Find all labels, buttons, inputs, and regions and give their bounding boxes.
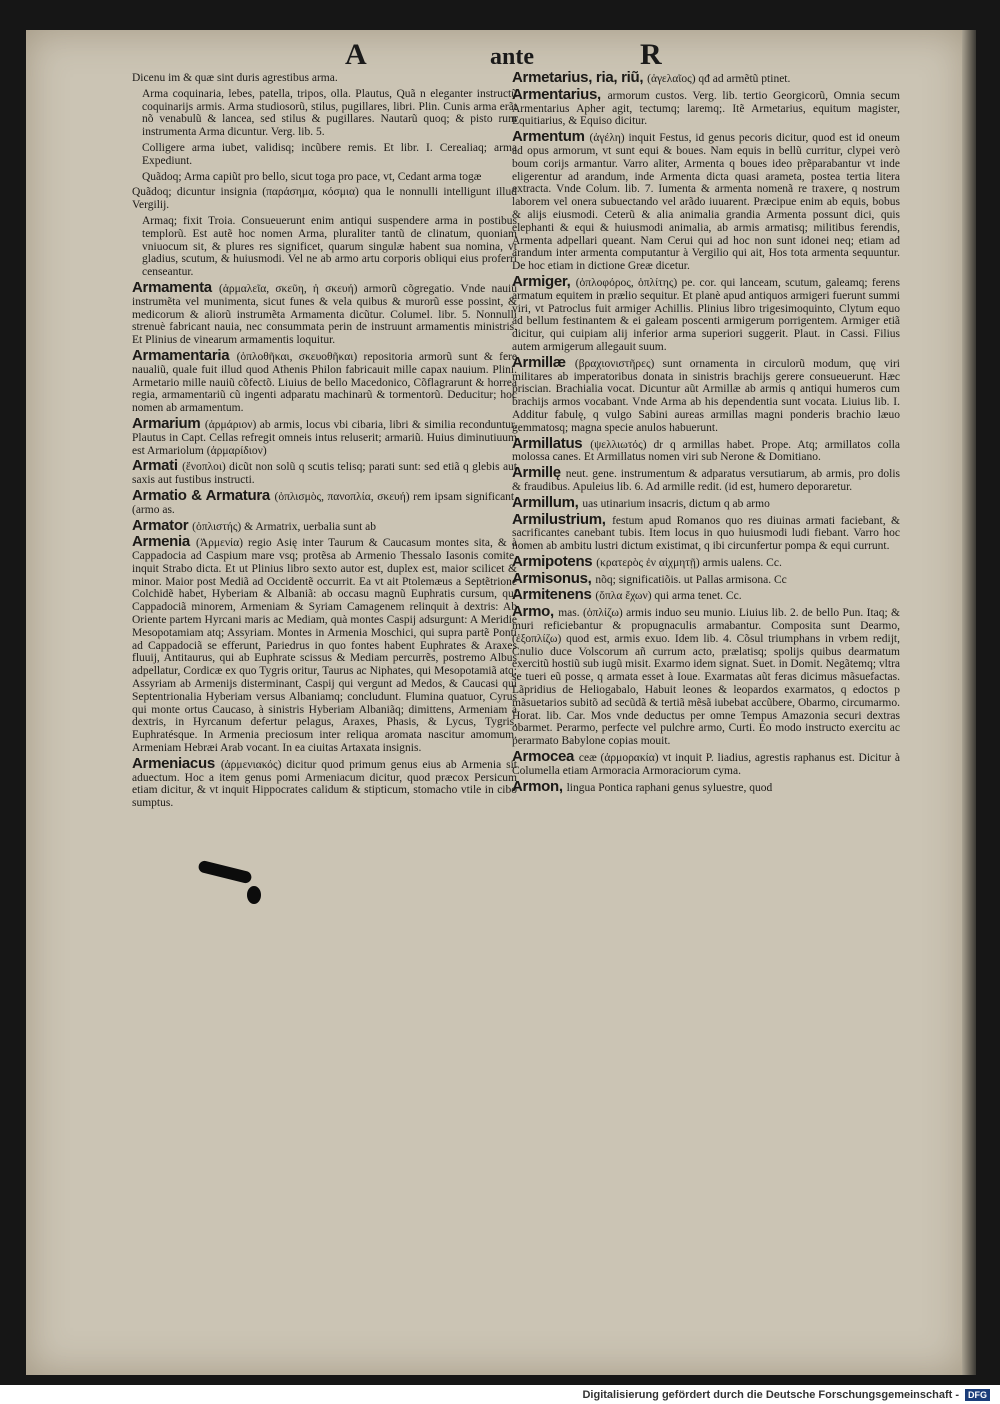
dictionary-entry — [132, 142, 517, 168]
dictionary-entry — [512, 510, 900, 553]
dictionary-entry — [512, 493, 900, 511]
footer-credit: Digitalisierung gefördert durch die Deutsche Forschungsgemeinschaft - — [582, 1388, 959, 1401]
dictionary-entry — [512, 586, 900, 604]
entry-text: Dicenu im & quæ sint duris agrestibus arma. — [132, 72, 338, 84]
dictionary-entry — [132, 278, 517, 347]
entry-text: (ὁπλισμὸς, πανοπλία, σκευή) rem ipsam significant. (armo as. — [132, 490, 517, 516]
entry-headword: Armiger, — [512, 272, 576, 290]
entry-text: Colligere arma iubet, validisq; incũbere remis. Et libr. I. Cerealiaq; arma Expediunt. — [142, 141, 517, 167]
dictionary-entry — [132, 346, 517, 415]
entry-text: Quãdoq; Arma capiũt pro bello, sicut toga pro pace, vt, Cedant arma togæ — [142, 170, 482, 183]
dictionary-entry — [132, 486, 517, 517]
entry-text: uas utinarium insacris, dictum q ab armo — [582, 497, 770, 510]
dictionary-entry — [512, 777, 900, 795]
entry-text: nõq; significatiõis. ut Pallas armisona. Cc — [595, 573, 787, 586]
entry-headword: Armati — [132, 457, 183, 475]
page-edge — [962, 30, 976, 1375]
footer-bar — [0, 1385, 1000, 1404]
entry-text: (ἀρμάριον) ab armis, locus vbi cibaria, libri & similia reconduntur. Plautus in Capt. Cellas refregit omneis intus reluserit; armariũ. Huius diminutiuum est Armariolum (ἀρμαρίδιον) — [132, 418, 517, 457]
dictionary-entry — [132, 72, 517, 85]
entry-text: (ἀγέλη) inquit Festus, id genus pecoris dicitur, quod est id oneum ad opus armorum, vt sunt equi & boues. Nam equis in bellũ curritur, clypei verò boum corijs armantur. Varro aliter, Armenta q boues ideo prẽparabantur vt inde eligerentur ad arandum, inde Armenta dicta quasi arameta, postea tertia litera extracta. Vnde Colum. lib. 7. Iumenta & armenta nomenã re traxere, q nostrum laborem vel onera subuectando vel arãdo iuuarent. Præcipue enim ab equis, bobus & alijs eiusmodi. Ceterũ & alia animalia grandia Armenta possunt dici, quis elephanti & equi & huiusmodi animalia, ab armis armatisq; militibus ferendis, Armenta adpellari queant. Nam Cerui qui ad hoc non sunt idonei neq; etiam ad arandum inter armenta computantur à Vergilio qui ait, Hos tota armenta sequuntur. De hoc etiam in dictione Greæ dicetur. — [512, 132, 900, 273]
entry-text: (ὁπλοθῆκαι, σκευοθῆκαι) repositoria armorũ sunt & fere naualiũ, quale fuit illud quod Athenis Philon fabricauit mille capax nauium. Plini. Armetario mille nauiũ cõfectõ. Liuius de bello Macedonico, Cõflagrarunt & horrea regia, armamentariũ cũ ingenti adparatu machinarũ & tormentorũ. Deducitur; hoc nomen ab armamentum. — [132, 350, 517, 415]
dictionary-entry — [512, 272, 900, 354]
dfg-logo: DFG — [965, 1389, 990, 1401]
ink-dot — [247, 886, 261, 904]
entry-text: neut. gene. instrumentum & adparatus versutiarum, ab armis, pro dolis & fraudibus. Apuleius lib. 6. Ad armille redit. (id est, humero deporaretur. — [512, 468, 900, 493]
entry-text: (κρατερὸς ἐν αἰχμητῇ) armis ualens. Cc. — [596, 556, 782, 569]
entry-text: (ἀρμαλεῖα, σκεῦη, ἡ σκευή) armorũ cõgregatio. Vnde nauiũ instrumẽta vel munimenta, sicut funes & vela quibus & murorũ esse possint, & medicorum & aliorũ instrumẽta Armamenta dicũtur. Columel. libr. 5. Nonnulli strenuè fabricant nauia, nec consummata perin de instruunt armamentis ministris. Et Plinius de vinearum armamentis loquitur. — [132, 282, 517, 347]
dictionary-entry — [512, 464, 900, 494]
entry-headword: Armentarius, — [512, 85, 608, 103]
entry-headword: Armarium — [132, 414, 205, 432]
entry-headword: Armamenta — [132, 278, 219, 296]
entry-headword: Armenia — [132, 533, 196, 551]
entry-headword: Armo, — [512, 603, 559, 621]
dictionary-entry — [512, 128, 900, 273]
entry-headword: Armentum — [512, 128, 590, 146]
entry-headword: Armipotens — [512, 552, 597, 570]
entry-text: Arma coquinaria, lebes, patella, tripos, olla. Plautus, Quã n eleganter instructũ coquinarijs armis. Arma studiosorũ, stilus, pugillares, libri. Plin. Cunis arma erãt nõ venabulũ & lancea, sed stilus & pugillares. Nautarũ quoq; & pisto rum instrumenta Arma dicuntur. Verg. lib. 5. — [142, 87, 517, 139]
dictionary-entry — [132, 88, 517, 139]
entry-headword: Armillę — [512, 464, 566, 482]
entry-text: Armaq; fixit Troia. Consueuerunt enim antiqui suspendere arma in postibus templorũ. Est autẽ hoc nomen Arma, pluraliter tantũ de clinatum, quoniam vniuocum sit, & plures res significet, quarum singulæ habent sua nomina, vt gladius, scutum, & huiusmodi. Vel ne ab armo artu corporis obliqui eius proferri censeantur. — [142, 214, 517, 279]
entry-text: (ψελλιωτός) dr q armillas habet. Prope. Atq; armillatos colla molossa canes. Et Armillatus nomen viri sub Nerone & Domitiano. — [512, 438, 900, 464]
entry-headword: Armatio & Armatura — [132, 486, 275, 504]
dictionary-entry — [132, 186, 517, 212]
entry-headword: Armillæ — [512, 353, 575, 371]
dictionary-entry — [512, 603, 900, 748]
dictionary-entry — [512, 434, 900, 465]
dictionary-entry — [512, 552, 900, 570]
entry-text: (ἀγελαῖος) qđ ad armẽtũ ptinet. — [647, 73, 791, 85]
entry-text: (ἀρμενιακός) dicitur quod primum genus eius ab Armenia sit aduectum. Hoc a item genus pomi Armeniacum dicitur, quod præcox Persicum etiam dicitur, & vt inquit Hippocrates calidum & stipticum, stomacho vtile in cibo sumptus. — [132, 758, 517, 810]
entry-headword: Armisonus, — [512, 569, 596, 587]
entry-text: (βραχιονιστῆρες) sunt ornamenta in circulorũ modum, quę viri militares ab imperatoribus donata in sinistris brachijs gerere consueuerunt. Hæc priscian. Brachialia vocat. Dicuntur aũt Armillæ ab armis q antiqui humeros cum brachijs armos vocabant. Vnde Arma ab his dependentia sunt vocata. Liuius lib. I. Additur fabulę, q vulgo Sabini aureas armillas magni ponderis brachio læuo gemmatosq; magna specie anulos habuerunt. — [512, 357, 900, 434]
left-text-column — [132, 72, 517, 813]
entry-headword: Armeniacus — [132, 754, 221, 772]
dictionary-entry — [512, 569, 900, 587]
dictionary-entry — [132, 171, 517, 184]
entry-headword: Armilustrium, — [512, 510, 613, 528]
running-header-left: A — [345, 38, 367, 71]
entry-text: ceæ (ἀρμορακία) vt inquit P. liadius, agrestis raphanus est. Dicitur à Columella etiam Armoracia Armoraciorum cyma. — [512, 752, 900, 777]
dictionary-entry — [512, 69, 900, 86]
dictionary-entry — [512, 748, 900, 778]
dictionary-entry — [132, 215, 517, 279]
entry-text: (ὁπλιστής) & Armatrix, uerbalia sunt ab — [192, 520, 377, 533]
entry-text: (Ἀρμενία) regio Asię inter Taurum & Caucasum montes sita, & à Cappadocia ad Caspium mare vsq; protẽsa ab Armenio Thessalo Iasonis comite, inquit Strabo dicta. Et ut Plinius libro sexto autor est, duplex est, maior scilicet & minor. Maior post Mediã ad Occidentẽ occurrit. Ea vt ait Ptolemæus a Septẽtrione Colchidẽ habet, Hyberiam & Albaniã: ab occasu magnũ Euphratis cursum, qui Cappadociã minorem, Armeniam & Syriam Camagenem relinquit à dextris: Ab Oriente partem Hyrcani maris ac Mediam, quà montes Caspij adsurgunt: A Meridie Mesopotamiam atq; Assyriam. Montes in Armenia Moschici, qui supra partẽ Ponti ad Cappadociã se efferunt, Pariedrus in quo fontes habent Euphrates & Araxes fluuij, Antitaurus, qui ab Euphrate scissus & Mediam percurrẽs, postremo Albus adpellatur, Cordicæ ex quo Tygris oritur, Taurus ac Niphates, qui Mesopotamiã atq; Assyriam ab Armenijs disterminant, Caspij qui vergunt ad Medos, & Caucasi qui Septentrionalia Hyberiam versus Albaniamq; concludunt. Flumina quatuor, Cyrus qui monte ortus Caucaso, à sinistris Hyberiam Albaniãq; dimittens, Armeniam à dextris, in Hyrcanum defertur pelagus, Araxes, Phasis, & Lycus, Tygris, Euphratésque. In Armenia preciosum inter reliqua aromata nascitur amomum. Armeniam Hebræi Arab vocant. In ea ciuitas Artaxata insignis. — [132, 537, 517, 755]
entry-text: (ἔνοπλοι) dicũt non solũ q scutis telisq; parati sunt: sed etiã q glebis aut saxis aut fustibus instructi. — [132, 461, 517, 487]
dictionary-entry — [512, 85, 900, 128]
entry-headword: Armillatus — [512, 434, 591, 452]
dictionary-entry — [132, 457, 517, 487]
entry-headword: Armator — [132, 516, 193, 534]
entry-headword: Armitenens — [512, 586, 596, 604]
entry-text: (ὅπλα ἔχων) qui arma tenet. Cc. — [595, 590, 742, 603]
entry-text: (ὁπλοφόρος, ὁπλίτης) pe. cor. qui lanceam, scutum, galeamq; ferens armatum equitem in prælio sequitur. Et planè apud antiquos armigeri fuerunt summi viri, vt Patroclus fuit armiger Achillis. Plinius libro trigesimoquinto, Clytum equo ad bellum festinantem & ei galeam poscenti armigerum porrigentem. Armiger etiã dicitur, qui cuipiam alij inferior arma superiori suggerit. Plaut. in Cassi. Filius autem armigerum allegauit suum. — [512, 276, 900, 353]
entry-headword: Armon, — [512, 777, 567, 795]
entry-headword: Armocea — [512, 748, 579, 766]
dictionary-entry — [132, 754, 517, 810]
dictionary-entry — [132, 533, 517, 755]
entry-headword: Armillum, — [512, 493, 583, 511]
entry-text: mas. (ὁπλίζω) armis induo seu munio. Liuius lib. 2. de bello Pun. Itaq; & muri reficiebantur & propugnaculis armabantur. Composita sunt Dearmo, (ἐξοπλίζω) quod est, armis exuo. Idem lib. 4. Cõsul triumphans in vrbem redijt, Cnulio duce Volscorum añ currum acto, prælatisq; spolijs quibus dearmatum exercitũ hostiũ sub iugũ misit. Exarmo idem signat. Suet. in Domit. Negãtemq; vltra se tueri eũ posse, q armata esset à Ioue. Exarmatas aũt feras dicimus mãsuefactas. Lãpridius de Heliogabalo, Habuit leones & leopardos exarmatos, q edoctos p mãsuetarios subitõ ad secũdã & tertiã mẽsã iubebat accũbere, Obarmo, circumarmo. Horat. lib. Car. Mos vnde deductus per omne Tempus Amazonia securi dextras obarmet. Perarmo, perfecte vel pulchre armo, Curti. Eo modo instructo exercitu ac perarmato Babylone copias mouit. — [512, 607, 900, 748]
running-header-middle: ante — [490, 44, 534, 70]
dictionary-entry — [132, 414, 517, 457]
entry-text: Quãdoq; dicuntur insignia (παράσημα, κόσμια) qua le nonnulli intelligunt illud Vergilij. — [132, 186, 517, 212]
entry-headword: Armetarius, ria, riũ, — [512, 69, 648, 86]
entry-text: lingua Pontica raphani genus syluestre, quod — [566, 781, 773, 794]
entry-headword: Armamentaria — [132, 346, 237, 364]
entry-text: festum apud Romanos quo res diuinas armati faciebant, & sacrificantes canebant tubis. Item locus in quo huiusmodi ludi fiebant. Varro hoc nomen ab ambitu lustri dictum existimat, q ibi circunfertur pompa & equi currunt. — [512, 514, 900, 553]
running-header-right: R — [640, 38, 662, 71]
entry-text: armorum custos. Verg. lib. tertio Georgicorũ, Omnia secum Armentarius Apher agit, tectumq; laremq;. Itẽ Armetarius, equitum magister, Equitiarius, & Equiso dicitur. — [512, 89, 900, 128]
right-text-column — [512, 69, 900, 797]
dictionary-entry — [132, 516, 517, 534]
dictionary-entry — [512, 353, 900, 435]
